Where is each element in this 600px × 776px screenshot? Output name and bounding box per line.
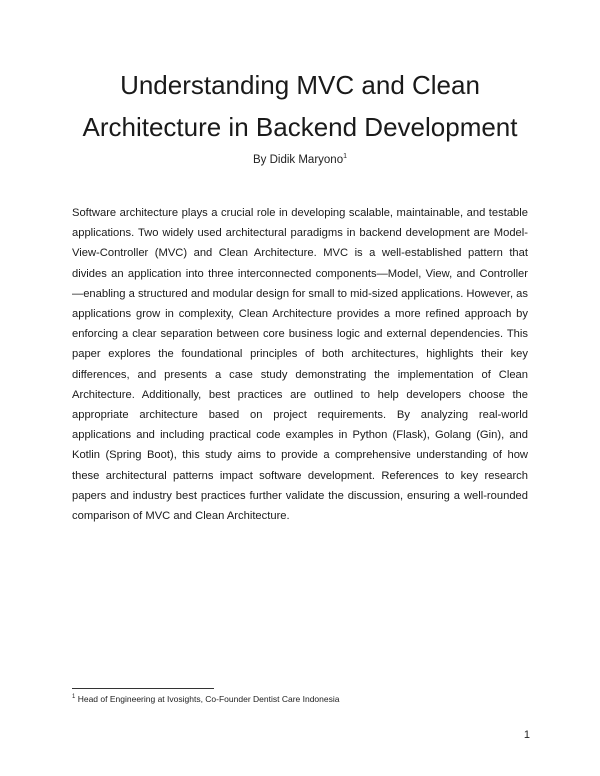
author-name: By Didik Maryono [252, 154, 344, 166]
footnote-mark: 1 [72, 694, 76, 701]
abstract-paragraph: Software architecture plays a crucial role in developing scalable, maintainable, and testable applications. Two widely used architectural paradigms in backend development are Model-View-Controller (MVC) and Clean Architecture. MVC is a well-established pattern that divides an application into three interconnected components—Model, View, and Controller—enabling a structured and modular design for small to mid-sized applications. However, as applications grow in complexity, Clean Architecture provides a more refined approach by enforcing a clear separation between core business logic and external dependencies. This paper explores the foundational principles of both architectures, highlights their key differences, and presents a case study demonstrating the implementation of Clean Architecture. Additionally, best practices are outlined to help developers choose the appropriate architecture based on project requirements. By analyzing real-world applications and including practical code examples in Python (Flask), Golang (Gin), and Kotlin (Spring Boot), this study aims to provide a comprehensive understanding of how these architectural patterns impact software development. References to key research papers and industry best practices further validate the discussion, ensuring a well-rounded comparison of MVC and Clean Architecture. [72, 207, 528, 523]
author-byline [0, 154, 600, 166]
title-line-2: Architecture in Backend Development [82, 112, 518, 142]
page-number: 1 [523, 729, 530, 741]
footnote [72, 694, 532, 704]
author-footnote-mark: 1 [343, 153, 348, 161]
title-line-1: Understanding MVC and Clean [120, 70, 480, 100]
footnote-divider [72, 688, 214, 689]
footnote-text: Head of Engineering at Ivosights, Co-Founder Dentist Care Indonesia [77, 694, 340, 704]
